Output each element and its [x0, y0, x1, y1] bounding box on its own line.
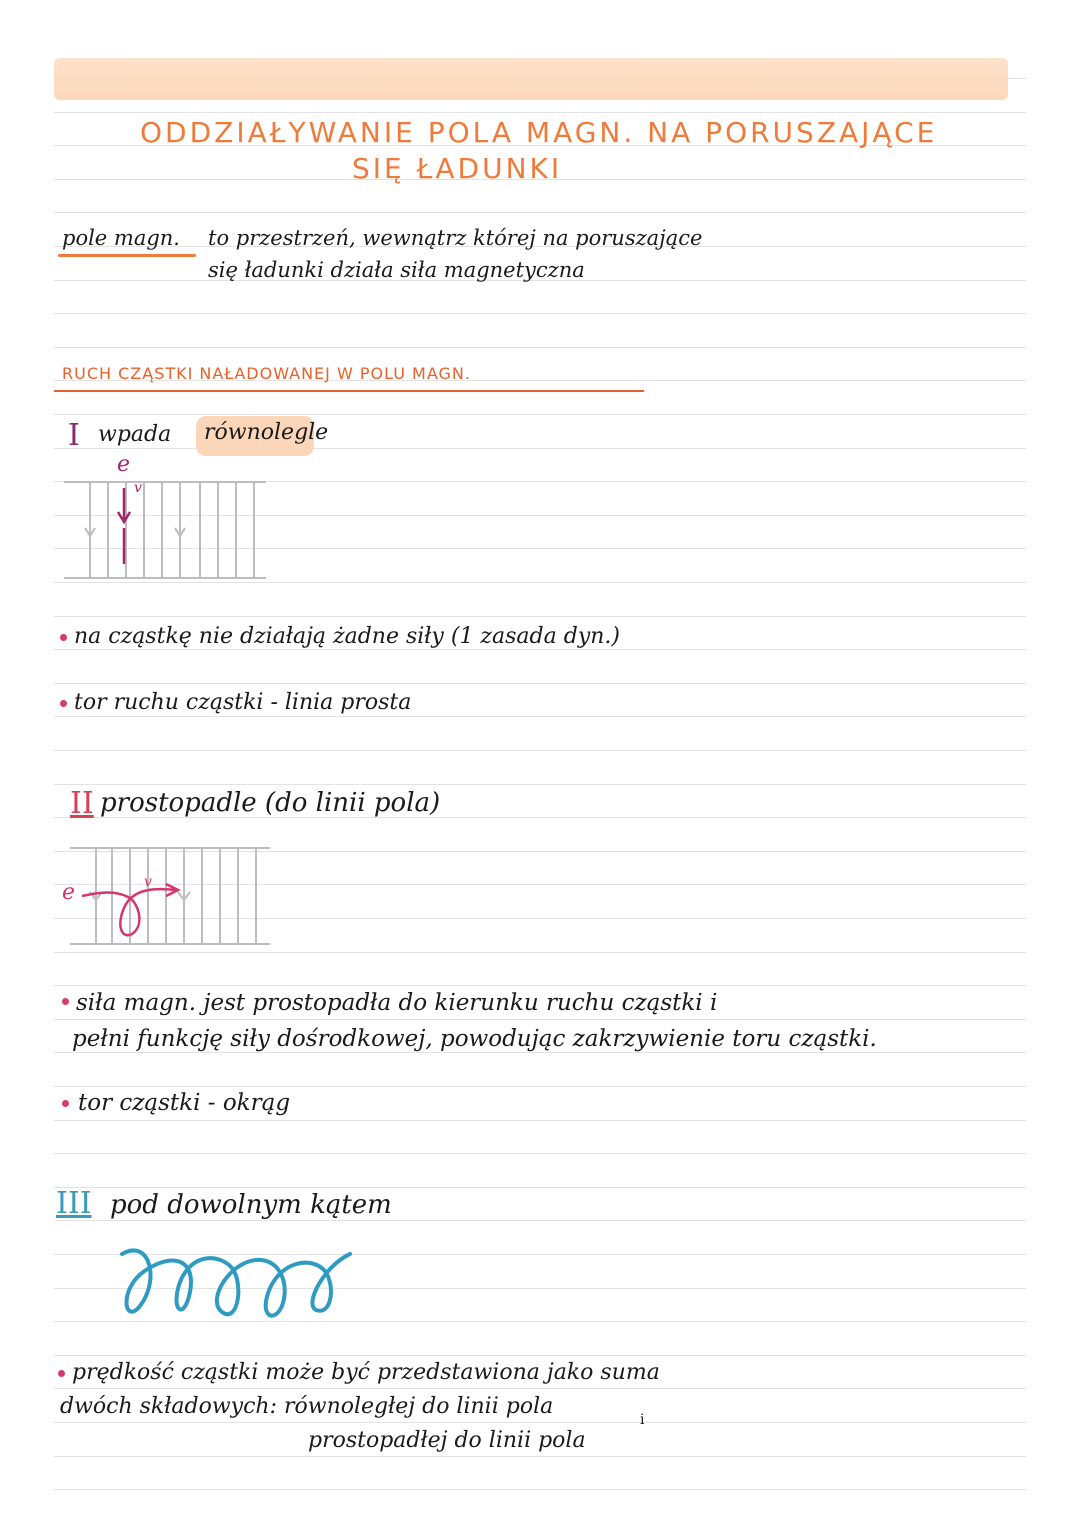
ruled-line: [54, 1220, 1026, 1221]
case1-highlight-text: równolegle: [204, 420, 329, 445]
page-title-line2: SIĘ ŁADUNKI: [352, 152, 563, 185]
case1-diagram: [60, 450, 280, 590]
ruled-line: [54, 1086, 1026, 1087]
field-lines: [64, 482, 266, 578]
ruled-line: [54, 1388, 1026, 1389]
ruled-line: [54, 112, 1026, 113]
definition-line2: się ładunki działa siła magnetyczna: [208, 258, 585, 282]
definition-term: pole magn.: [62, 226, 180, 250]
case3-numeral: III: [56, 1186, 92, 1221]
case2-bullet-2: tor cząstki - okrąg: [78, 1090, 291, 1116]
case2-numeral: II: [70, 786, 94, 821]
case1-numeral: I: [68, 418, 80, 453]
term-underline: [58, 254, 196, 257]
bullet-dot: [62, 998, 69, 1005]
ruled-line: [54, 616, 1026, 617]
ruled-line: [54, 212, 1026, 213]
case2-bullet-1-cont: pełni funkcję siły dośrodkowej, powodując zakrzywienie toru cząstki.: [72, 1026, 877, 1052]
case3-bullet-line2: dwóch składowych: równoległej do linii pola: [60, 1394, 554, 1419]
case2-bullet-1: siła magn. jest prostopadła do kierunku ruchu cząstki i: [76, 990, 718, 1016]
ruled-line: [54, 1489, 1026, 1490]
case1-label: wpada: [98, 422, 172, 447]
ruled-line: [54, 1355, 1026, 1356]
definition-line1: to przestrzeń, wewnątrz której na poruszające: [208, 226, 703, 250]
case3-bullet-line3: prostopadłej do linii pola: [308, 1428, 586, 1453]
section-underline: [54, 390, 644, 392]
ruled-line: [54, 683, 1026, 684]
ruled-line: [54, 750, 1026, 751]
ruled-line: [54, 414, 1026, 415]
bullet-dot: [62, 1100, 69, 1107]
page-title-line1: ODDZIAŁYWANIE POLA MAGN. NA PORUSZAJĄCE: [140, 116, 938, 149]
ruled-line: [54, 1019, 1026, 1020]
ruled-line: [54, 716, 1026, 717]
bullet-dot: [60, 634, 67, 641]
particle-path: [118, 488, 130, 564]
bullet-dot: [58, 1370, 65, 1377]
ruled-line: [54, 1052, 1026, 1053]
case3-mark: i: [640, 1412, 645, 1428]
ruled-line: [54, 1153, 1026, 1154]
case2-label: prostopadle (do linii pola): [100, 788, 441, 818]
ruled-line: [54, 784, 1026, 785]
case2-velocity-label: v: [144, 874, 152, 890]
ruled-line: [54, 313, 1026, 314]
case1-bullet-1: na cząstkę nie działają żadne siły (1 zasada dyn.): [74, 624, 620, 649]
case2-particle-label: e: [62, 880, 76, 905]
ruled-line: [54, 1422, 1026, 1423]
ruled-line: [54, 952, 1026, 953]
header-band: [54, 58, 1008, 100]
case1-bullet-2: tor ruchu cząstki - linia prosta: [74, 690, 412, 715]
ruled-line: [54, 1120, 1026, 1121]
section-heading: RUCH CZĄSTKI NAŁADOWANEJ W POLU MAGN.: [62, 364, 471, 383]
ruled-line: [54, 1187, 1026, 1188]
case3-label: pod dowolnym kątem: [110, 1190, 392, 1220]
ruled-line: [54, 1456, 1026, 1457]
ruled-line: [54, 985, 1026, 986]
case1-velocity-label: v: [134, 480, 142, 496]
ruled-line: [54, 649, 1026, 650]
field-lines: [70, 848, 270, 944]
helix-path: [122, 1250, 350, 1315]
case3-helix: [110, 1240, 370, 1330]
ruled-line: [54, 347, 1026, 348]
case3-bullet-line1: prędkość cząstki może być przedstawiona jako suma: [72, 1360, 660, 1385]
bullet-dot: [60, 700, 67, 707]
case1-particle-label: e: [117, 452, 131, 477]
case2-diagram: [60, 840, 280, 950]
